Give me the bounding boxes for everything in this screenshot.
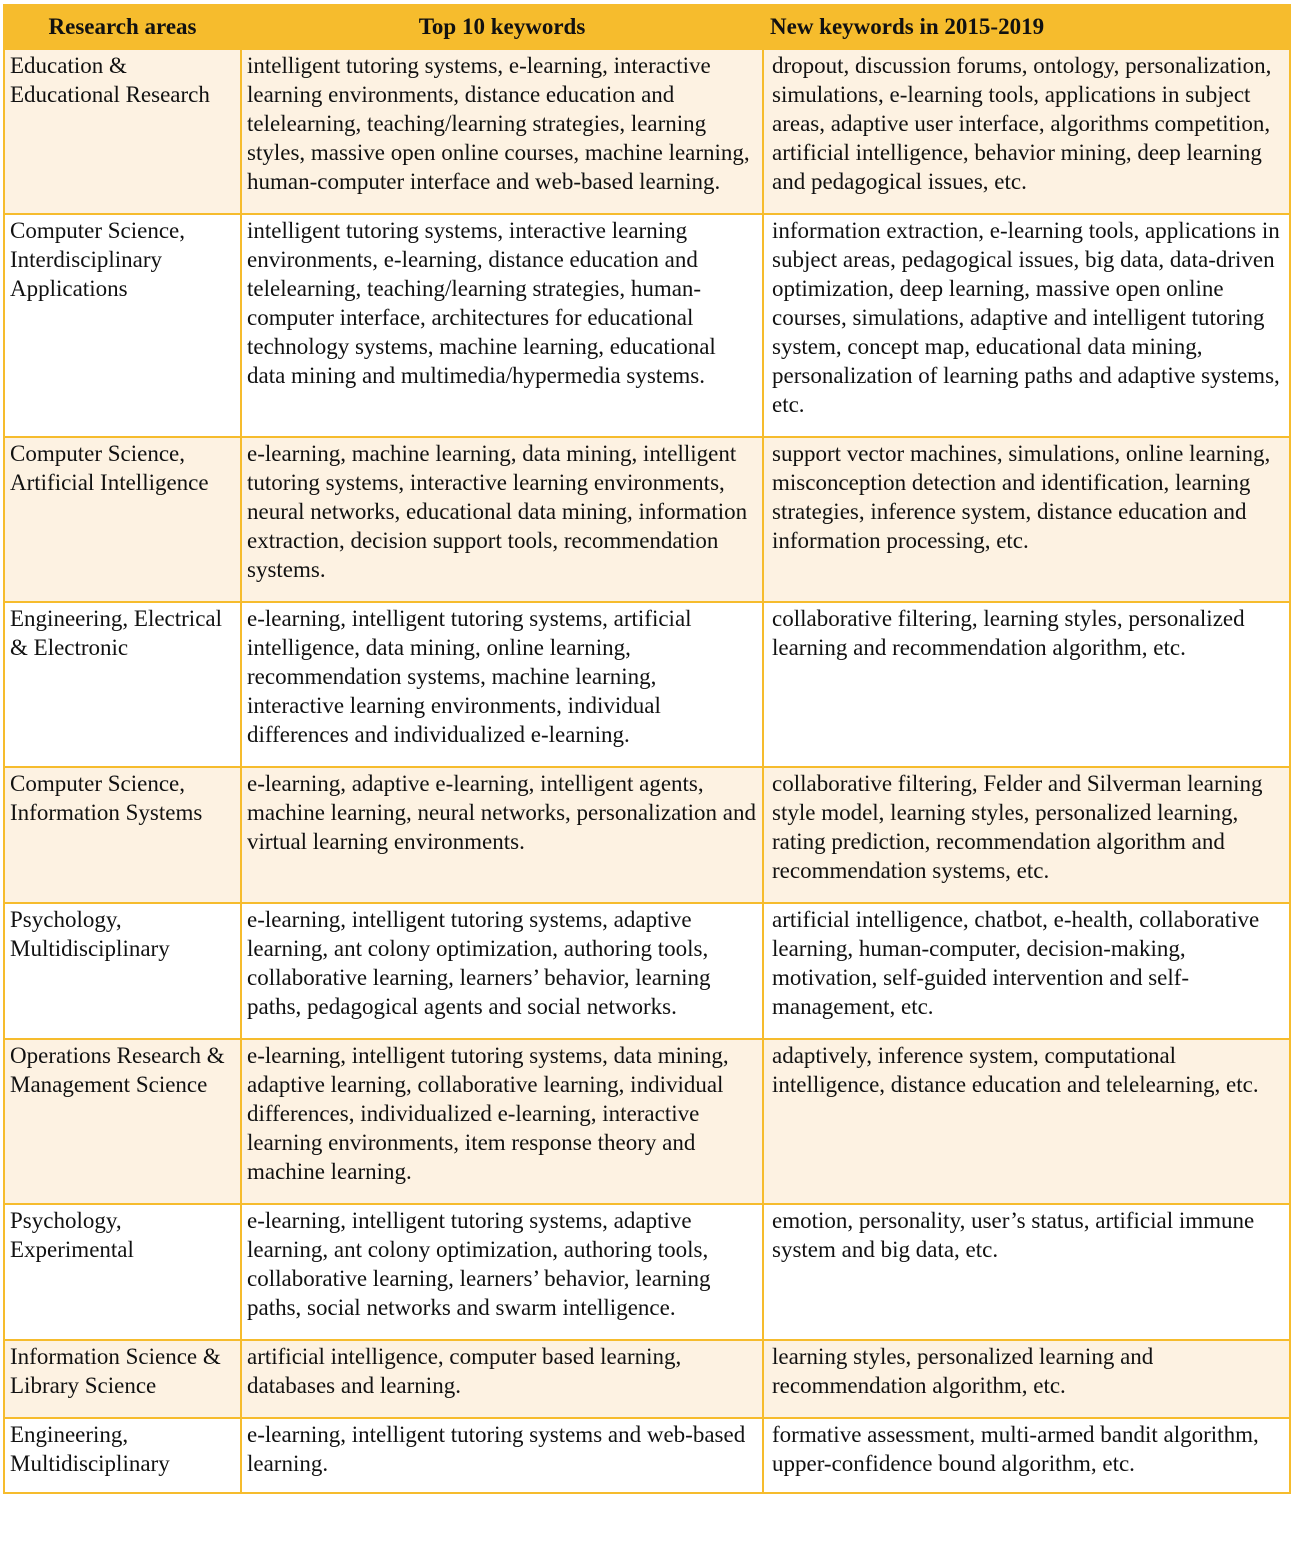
table-row [4, 767, 1290, 903]
top-keywords-cell: e-learning, intelligent tutoring systems, data mining, adaptive learning, collaborative learning, individual differences, individualized e-learning, interactive learning environments, item response theory and machine learning. [241, 1039, 763, 1204]
top-keywords-cell: e-learning, intelligent tutoring systems, artificial intelligence, data mining, online learning, recommendation systems, machine learning, interactive learning environments, individual differences and individualized e-learning. [241, 602, 763, 767]
table-row [4, 437, 1290, 602]
table-header-row [4, 4, 1290, 49]
new-keywords-cell: artificial intelligence, chatbot, e-health, collaborative learning, human-computer, decision-making, motivation, self-guided intervention and self-management, etc. [763, 903, 1290, 1039]
table-body [4, 49, 1290, 1493]
top-keywords-cell: e-learning, adaptive e-learning, intelligent agents, machine learning, neural networks, personalization and virtual learning environments. [241, 767, 763, 903]
top-keywords-cell: e-learning, intelligent tutoring systems and web-based learning. [241, 1418, 763, 1493]
keywords-table [3, 4, 1291, 1494]
research-area-cell: Computer Science, Information Systems [4, 767, 241, 903]
new-keywords-cell: collaborative filtering, learning styles, personalized learning and recommendation algorithm, etc. [763, 602, 1290, 767]
table-row [4, 903, 1290, 1039]
research-area-cell: Psychology, Experimental [4, 1204, 241, 1340]
research-area-cell: Information Science & Library Science [4, 1340, 241, 1418]
header-new-keywords: New keywords in 2015-2019 [763, 4, 1290, 49]
header-top-keywords: Top 10 keywords [241, 4, 763, 49]
top-keywords-cell: intelligent tutoring systems, interactive learning environments, e-learning, distance education and telelearning, teaching/learning strategies, human-computer interface, architectures for educational technology systems, machine learning, educational data mining and multimedia/hypermedia systems. [241, 214, 763, 437]
research-area-cell: Education & Educational Research [4, 49, 241, 214]
research-area-cell: Computer Science, Interdisciplinary Applications [4, 214, 241, 437]
research-area-cell: Engineering, Multidisciplinary [4, 1418, 241, 1493]
new-keywords-cell: formative assessment, multi-armed bandit algorithm, upper-confidence bound algorithm, etc. [763, 1418, 1290, 1493]
table-row [4, 214, 1290, 437]
header-research-areas: Research areas [4, 4, 241, 49]
new-keywords-cell: collaborative filtering, Felder and Silverman learning style model, learning styles, personalized learning, rating prediction, recommendation algorithm and recommendation systems, etc. [763, 767, 1290, 903]
table-row [4, 49, 1290, 214]
table-row [4, 1039, 1290, 1204]
top-keywords-cell: e-learning, intelligent tutoring systems, adaptive learning, ant colony optimization, authoring tools, collaborative learning, learners’ behavior, learning paths, social networks and swarm intelligence. [241, 1204, 763, 1340]
research-area-cell: Operations Research & Management Science [4, 1039, 241, 1204]
top-keywords-cell: artificial intelligence, computer based learning, databases and learning. [241, 1340, 763, 1418]
keywords-table-container [3, 4, 1289, 1494]
new-keywords-cell: adaptively, inference system, computational intelligence, distance education and telelearning, etc. [763, 1039, 1290, 1204]
research-area-cell: Psychology, Multidisciplinary [4, 903, 241, 1039]
new-keywords-cell: information extraction, e-learning tools, applications in subject areas, pedagogical issues, big data, data-driven optimization, deep learning, massive open online courses, simulations, adaptive and intelligent tutoring system, concept map, educational data mining, personalization of learning paths and adaptive systems, etc. [763, 214, 1290, 437]
new-keywords-cell: support vector machines, simulations, online learning, misconception detection and identification, learning strategies, inference system, distance education and information processing, etc. [763, 437, 1290, 602]
top-keywords-cell: intelligent tutoring systems, e-learning, interactive learning environments, distance education and telelearning, teaching/learning strategies, learning styles, massive open online courses, machine learning, human-computer interface and web-based learning. [241, 49, 763, 214]
new-keywords-cell: dropout, discussion forums, ontology, personalization, simulations, e-learning tools, applications in subject areas, adaptive user interface, algorithms competition, artificial intelligence, behavior mining, deep learning and pedagogical issues, etc. [763, 49, 1290, 214]
table-row [4, 1204, 1290, 1340]
new-keywords-cell: learning styles, personalized learning and recommendation algorithm, etc. [763, 1340, 1290, 1418]
research-area-cell: Computer Science, Artificial Intelligence [4, 437, 241, 602]
table-row [4, 602, 1290, 767]
research-area-cell: Engineering, Electrical & Electronic [4, 602, 241, 767]
top-keywords-cell: e-learning, intelligent tutoring systems, adaptive learning, ant colony optimization, authoring tools, collaborative learning, learners’ behavior, learning paths, pedagogical agents and social networks. [241, 903, 763, 1039]
top-keywords-cell: e-learning, machine learning, data mining, intelligent tutoring systems, interactive learning environments, neural networks, educational data mining, information extraction, decision support tools, recommendation systems. [241, 437, 763, 602]
table-row [4, 1340, 1290, 1418]
table-row [4, 1418, 1290, 1493]
new-keywords-cell: emotion, personality, user’s status, artificial immune system and big data, etc. [763, 1204, 1290, 1340]
